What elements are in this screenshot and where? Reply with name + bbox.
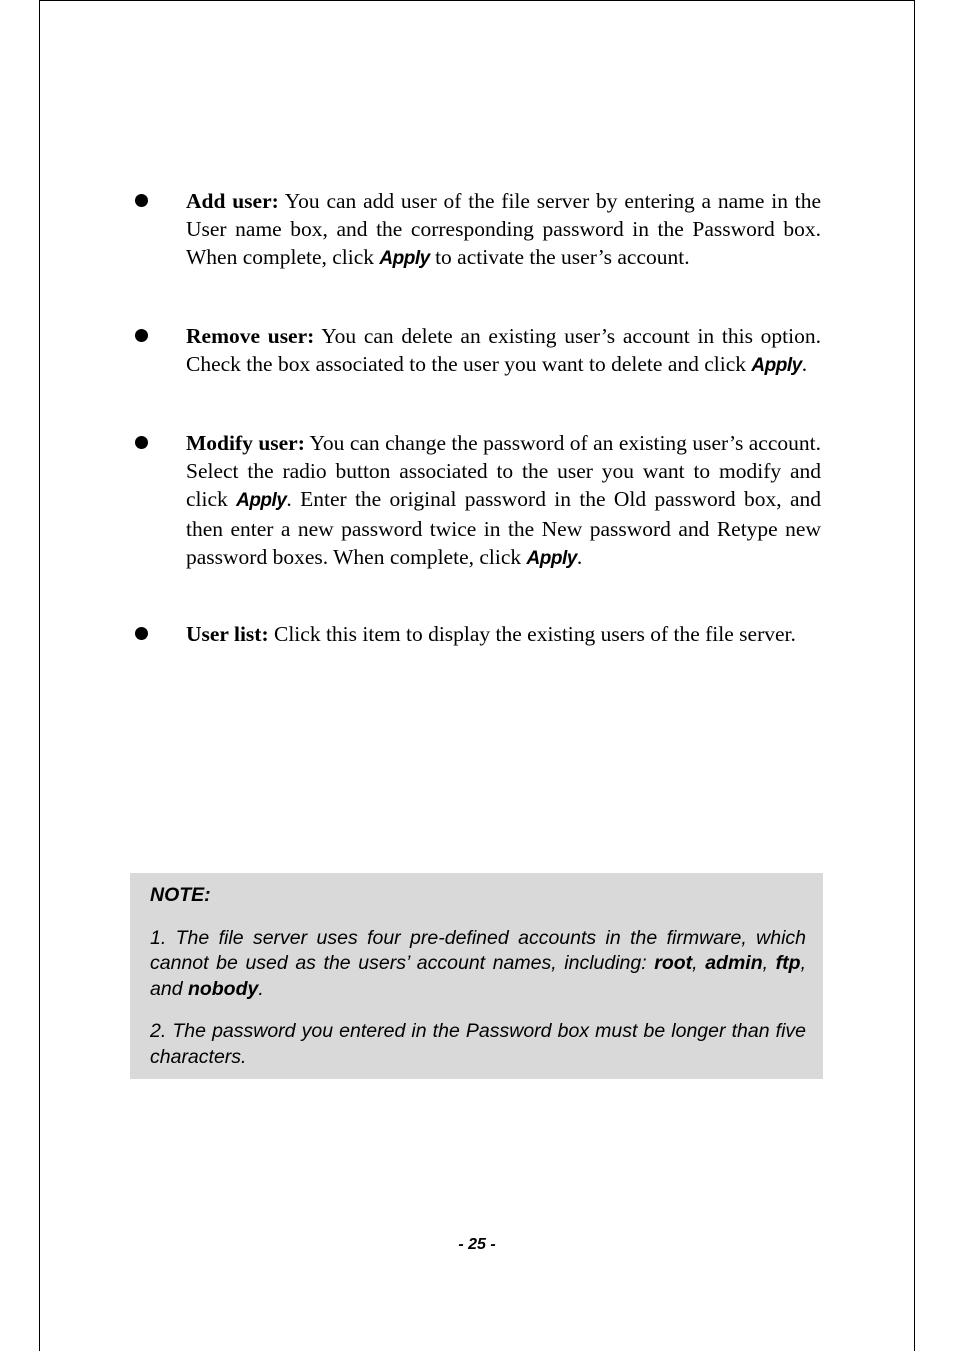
item-text: .: [801, 352, 808, 376]
page-number: - 25 -: [458, 1236, 496, 1253]
note-text: .: [258, 977, 264, 1000]
note-text: ,: [692, 952, 706, 974]
item-text: Click this item to display the existing users of the file server.: [268, 622, 796, 646]
item-text: . Enter the original password in the Old password box, and then enter a new password twice in the New password and Retype new password boxes. When complete, click: [186, 487, 821, 569]
bullet-dot-icon: [135, 329, 148, 342]
bullet-item-modify-user: [186, 429, 821, 573]
account-nobody: nobody: [187, 977, 259, 1000]
note-paragraph-2: 2. The password you entered in the Password box must be longer than five characters.: [150, 1020, 806, 1068]
note-text: 1. The file server uses four pre-defined accounts in the firmware, which cannot be used as the users’ account names, including:: [150, 926, 806, 974]
apply-label: Apply: [236, 490, 287, 511]
apply-label: Apply: [751, 355, 802, 376]
note-text: ,: [762, 952, 776, 974]
term-add-user: Add user:: [186, 189, 279, 213]
item-text: You can change the password of an existing user’s account. Select the radio button associated to the user you want to modify and click: [186, 431, 821, 511]
apply-label: Apply: [379, 248, 430, 269]
bullet-item-remove-user: [186, 322, 821, 380]
term-user-list: User list:: [186, 622, 269, 646]
note-box: [130, 873, 823, 1079]
note-paragraph-1: [150, 926, 806, 1003]
term-remove-user: Remove user:: [186, 324, 315, 348]
account-root: root: [654, 952, 693, 974]
term-modify-user: Modify user:: [186, 431, 305, 455]
bullet-item-add-user: [186, 187, 821, 273]
item-text: You can add user of the file server by entering a name in the User name box, and the corresponding password in the Password box. When complete, click: [186, 189, 822, 269]
note-text: , and: [150, 952, 806, 1000]
item-text: to activate the user’s account.: [429, 245, 690, 269]
bullet-dot-icon: [135, 194, 148, 207]
item-text: You can delete an existing user’s account in this option. Check the box associated to the user you want to delete and click: [186, 324, 821, 376]
item-text: .: [576, 545, 583, 569]
bullet-dot-icon: [135, 436, 148, 449]
account-admin: admin: [705, 952, 763, 974]
bullet-dot-icon: [135, 627, 148, 640]
note-title: NOTE:: [150, 884, 211, 906]
apply-label: Apply: [526, 548, 577, 569]
account-ftp: ftp: [775, 952, 801, 974]
bullet-item-user-list: [186, 620, 821, 648]
